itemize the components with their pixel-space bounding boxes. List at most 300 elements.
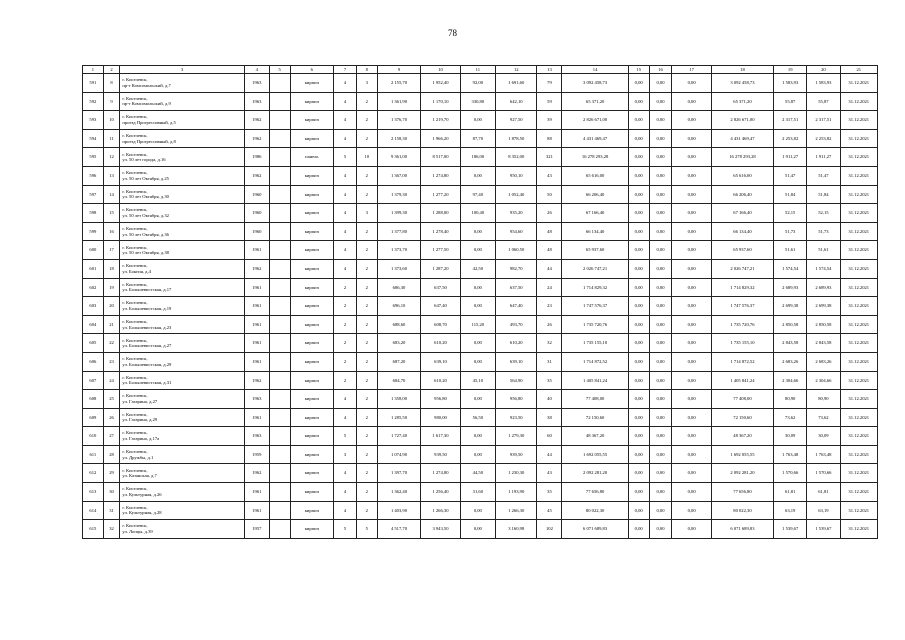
cost-col15: 0,00 [628, 241, 649, 260]
entrances-count: 2 [356, 501, 377, 520]
cost-limit: 2 699,38 [807, 297, 840, 316]
total-area: 1 367,00 [377, 166, 421, 185]
private-area: 950,10 [495, 166, 537, 185]
private-area: 493,70 [495, 315, 537, 334]
row-number: 613 [83, 483, 104, 502]
cost-total: 1 735 720,76 [562, 315, 628, 334]
address-cell [120, 185, 245, 204]
cost-col15: 0,00 [628, 259, 649, 278]
address-city: г. Киселевск, [122, 374, 148, 380]
sub-number: 28 [103, 445, 120, 464]
cost-total: 72 150,60 [562, 408, 628, 427]
entrances-count: 2 [356, 241, 377, 260]
cost-col15: 0,00 [628, 222, 649, 241]
entrances-count: 2 [356, 352, 377, 371]
nonliving-area: 42,50 [460, 259, 495, 278]
year-built: 1962 [244, 464, 269, 483]
cost-per-sqm: 1 574,54 [774, 259, 807, 278]
cost-col15: 0,00 [628, 185, 649, 204]
sub-number: 24 [103, 371, 120, 390]
cost-limit: 52,15 [807, 204, 840, 223]
entrances-count: 2 [356, 166, 377, 185]
total-area: 696,10 [377, 297, 421, 316]
year-built: 1961 [244, 501, 269, 520]
entrances-count: 2 [356, 371, 377, 390]
cost-col16: 0,00 [649, 427, 672, 446]
cost-total: 66 134,40 [562, 222, 628, 241]
row-number: 592 [83, 92, 104, 111]
address-cell [120, 148, 245, 167]
total-area: 1 376,70 [377, 111, 421, 130]
row-number: 615 [83, 520, 104, 539]
cost-col17: 0,00 [672, 501, 711, 520]
address-street: ул. Большевистская, д.27 [122, 343, 172, 349]
living-area: 1 256,40 [421, 483, 460, 502]
address-cell [120, 501, 245, 520]
year-built: 1961 [244, 408, 269, 427]
cost-total: 3 092 458,73 [562, 74, 628, 93]
address-cell [120, 241, 245, 260]
cost-col16: 0,00 [649, 74, 672, 93]
row-number: 599 [83, 222, 104, 241]
cost-per-sqm: 1 911,27 [774, 148, 807, 167]
cost-limit: 51,73 [807, 222, 840, 241]
floors-count: 2 [334, 278, 357, 297]
cost-limit: 30,09 [807, 427, 840, 446]
residents-count: 48 [537, 241, 562, 260]
private-area: 939,50 [495, 445, 537, 464]
address-city: г. Киселевск, [122, 77, 148, 83]
row-number: 593 [83, 111, 104, 130]
address-street: пр-т Комсомольский, д.7 [122, 82, 171, 88]
column-header: 8 [356, 66, 377, 74]
cost-col18: 4 431 469,47 [711, 129, 773, 148]
total-area: 1 361,90 [377, 92, 421, 111]
living-area: 1 266,30 [421, 501, 460, 520]
row-number: 614 [83, 501, 104, 520]
cost-col16: 0,00 [649, 352, 672, 371]
wall-material: кирпич [290, 129, 334, 148]
cost-col17: 0,00 [672, 315, 711, 334]
cost-col16: 0,00 [649, 278, 672, 297]
deadline-date: 31.12.2021 [840, 241, 878, 260]
table-row [83, 352, 878, 371]
floors-count: 4 [334, 222, 357, 241]
cost-total: 67 166,40 [562, 204, 628, 223]
nonliving-area: 0,00 [460, 222, 495, 241]
sub-number: 10 [103, 111, 120, 130]
cost-total: 2 826 671,00 [562, 111, 628, 130]
wall-material: кирпич [290, 166, 334, 185]
year-built: 1960 [244, 222, 269, 241]
row-number: 607 [83, 371, 104, 390]
residents-count: 43 [537, 464, 562, 483]
deadline-date: 31.12.2021 [840, 445, 878, 464]
residents-count: 60 [537, 427, 562, 446]
deadline-date: 31.12.2021 [840, 204, 878, 223]
wall-material: кирпич [290, 501, 334, 520]
address-street: проезд Прогрессивный, д.5 [122, 119, 176, 125]
address-street: ул. 50 лет города, д.16 [122, 157, 166, 163]
col5-cell [269, 464, 290, 483]
wall-material: кирпич [290, 445, 334, 464]
floors-count: 2 [334, 297, 357, 316]
year-built: 1960 [244, 185, 269, 204]
living-area: 1 966,20 [421, 129, 460, 148]
wall-material: кирпич [290, 408, 334, 427]
floors-count: 4 [334, 204, 357, 223]
address-city: г. Киселевск, [122, 95, 148, 101]
cost-col16: 0,00 [649, 222, 672, 241]
cost-col17: 0,00 [672, 74, 711, 93]
cost-per-sqm: 80,90 [774, 390, 807, 409]
residents-count: 23 [537, 297, 562, 316]
entrances-count: 2 [356, 129, 377, 148]
total-area: 688,60 [377, 315, 421, 334]
table-row [83, 334, 878, 353]
cost-total: 2 092 281,20 [562, 464, 628, 483]
cost-col18: 65 616,00 [711, 166, 773, 185]
year-built: 1957 [244, 520, 269, 539]
sub-number: 29 [103, 464, 120, 483]
cost-col17: 0,00 [672, 148, 711, 167]
cost-per-sqm: 2 850,58 [774, 315, 807, 334]
cost-col15: 0,00 [628, 520, 649, 539]
column-header: 14 [562, 66, 628, 74]
address-street: ул. 50 лет Октября, д.38 [122, 250, 169, 256]
cost-col17: 0,00 [672, 371, 711, 390]
table-row [83, 111, 878, 130]
cost-col18: 6 071 689,83 [711, 520, 773, 539]
row-number: 612 [83, 464, 104, 483]
cost-col15: 0,00 [628, 352, 649, 371]
col5-cell [269, 334, 290, 353]
col5-cell [269, 315, 290, 334]
cost-col17: 0,00 [672, 166, 711, 185]
cost-col17: 0,00 [672, 297, 711, 316]
cost-col18: 1 747 576,37 [711, 297, 773, 316]
address-street: ул. Большевистская, д.29 [122, 361, 172, 367]
cost-col17: 0,00 [672, 129, 711, 148]
residents-count: 88 [537, 129, 562, 148]
table-row [83, 464, 878, 483]
floors-count: 4 [334, 74, 357, 93]
cost-total: 4 431 469,47 [562, 129, 628, 148]
cost-col15: 0,00 [628, 148, 649, 167]
address-street: ул. Дружбы, д.1 [122, 454, 154, 460]
nonliving-area: 45,10 [460, 371, 495, 390]
address-cell [120, 408, 245, 427]
cost-col18: 77 656,80 [711, 483, 773, 502]
year-built: 1963 [244, 74, 269, 93]
cost-col16: 0,00 [649, 464, 672, 483]
nonliving-area: 0,00 [460, 427, 495, 446]
cost-per-sqm: 1 583,93 [774, 74, 807, 93]
table-row [83, 241, 878, 260]
cost-total: 77 408,00 [562, 390, 628, 409]
deadline-date: 31.12.2021 [840, 464, 878, 483]
address-city: г. Киселевск, [122, 188, 148, 194]
sub-number: 18 [103, 259, 120, 278]
total-area: 1 403,90 [377, 501, 421, 520]
column-header: 7 [334, 66, 357, 74]
cost-col15: 0,00 [628, 390, 649, 409]
table-row [83, 166, 878, 185]
address-city: г. Киселевск, [122, 449, 148, 455]
entrances-count: 2 [356, 278, 377, 297]
table-row [83, 408, 878, 427]
living-area: 1 287,20 [421, 259, 460, 278]
cost-col16: 0,00 [649, 334, 672, 353]
address-street: ул. Гагарина, д.29 [122, 417, 158, 423]
year-built: 1961 [244, 483, 269, 502]
floors-count: 4 [334, 129, 357, 148]
address-cell [120, 427, 245, 446]
deadline-date: 31.12.2021 [840, 259, 878, 278]
address-city: г. Киселевск, [122, 263, 148, 269]
living-area: 647,40 [421, 297, 460, 316]
cost-col18: 1 692 055,55 [711, 445, 773, 464]
nonliving-area: 56,50 [460, 408, 495, 427]
nonliving-area: 115,20 [460, 315, 495, 334]
cost-col18: 2 026 747,21 [711, 259, 773, 278]
cost-limit: 2 843,58 [807, 334, 840, 353]
address-street: пр-т Комсомольский, д.9 [122, 101, 171, 107]
total-area: 1 358,00 [377, 390, 421, 409]
living-area: 1 274,80 [421, 464, 460, 483]
floors-count: 2 [334, 352, 357, 371]
living-area: 3 943,50 [421, 520, 460, 539]
address-street: ул. 50 лет Октября, д.32 [122, 212, 169, 218]
residents-count: 24 [537, 278, 562, 297]
cost-col18: 2 826 671,00 [711, 111, 773, 130]
nonliving-area: 31,60 [460, 483, 495, 502]
living-area: 610,20 [421, 371, 460, 390]
year-built: 1959 [244, 445, 269, 464]
year-built: 1961 [244, 315, 269, 334]
entrances-count: 2 [356, 464, 377, 483]
row-number: 603 [83, 297, 104, 316]
address-cell [120, 297, 245, 316]
table-row [83, 390, 878, 409]
cost-limit: 1 763,48 [807, 445, 840, 464]
cost-limit: 2 304,66 [807, 371, 840, 390]
cost-per-sqm: 73,62 [774, 408, 807, 427]
deadline-date: 31.12.2021 [840, 483, 878, 502]
address-street: ул. Культурная, д.28 [122, 510, 162, 516]
cost-col18: 66 206,40 [711, 185, 773, 204]
address-city: г. Киселевск, [122, 132, 148, 138]
total-area: 687,20 [377, 352, 421, 371]
cost-col15: 0,00 [628, 129, 649, 148]
column-header: 20 [807, 66, 840, 74]
cost-col16: 0,00 [649, 259, 672, 278]
cost-col16: 0,00 [649, 241, 672, 260]
cost-col16: 0,00 [649, 501, 672, 520]
cost-total: 1 692 055,55 [562, 445, 628, 464]
entrances-count: 2 [356, 390, 377, 409]
column-header: 18 [711, 66, 773, 74]
cost-col15: 0,00 [628, 74, 649, 93]
sub-number: 16 [103, 222, 120, 241]
floors-count: 2 [334, 334, 357, 353]
table-row [83, 520, 878, 539]
living-area: 980,00 [421, 408, 460, 427]
wall-material: кирпич [290, 74, 334, 93]
cost-col15: 0,00 [628, 334, 649, 353]
year-built: 1962 [244, 166, 269, 185]
sub-number: 19 [103, 278, 120, 297]
address-street: ул. Культурная, д.26 [122, 491, 162, 497]
nonliving-area: 0,00 [460, 111, 495, 130]
table-row [83, 278, 878, 297]
address-city: г. Киселевск, [122, 504, 148, 510]
nonliving-area: 92,00 [460, 74, 495, 93]
cost-per-sqm: 2 253,82 [774, 129, 807, 148]
deadline-date: 31.12.2021 [840, 501, 878, 520]
living-area: 8 517,00 [421, 148, 460, 167]
private-area: 1 878,50 [495, 129, 537, 148]
row-number: 600 [83, 241, 104, 260]
private-area: 1 230,30 [495, 464, 537, 483]
year-built: 1963 [244, 427, 269, 446]
table-row [83, 148, 878, 167]
nonliving-area: 330,80 [460, 92, 495, 111]
column-header: 17 [672, 66, 711, 74]
residents-count: 44 [537, 259, 562, 278]
row-number: 609 [83, 408, 104, 427]
entrances-count: 2 [356, 297, 377, 316]
year-built: 1963 [244, 92, 269, 111]
cost-col17: 0,00 [672, 111, 711, 130]
living-area: 939,50 [421, 445, 460, 464]
cost-per-sqm: 1 763,48 [774, 445, 807, 464]
sub-number: 15 [103, 204, 120, 223]
row-number: 604 [83, 315, 104, 334]
wall-material: кирпич [290, 427, 334, 446]
cost-col15: 0,00 [628, 111, 649, 130]
total-area: 1 399,30 [377, 204, 421, 223]
residents-count: 79 [537, 74, 562, 93]
floors-count: 4 [334, 166, 357, 185]
col5-cell [269, 520, 290, 539]
cost-total: 1 714 872,52 [562, 352, 628, 371]
cost-per-sqm: 51,47 [774, 166, 807, 185]
sub-number: 8 [103, 74, 120, 93]
year-built: 1960 [244, 204, 269, 223]
row-number: 611 [83, 445, 104, 464]
cost-col15: 0,00 [628, 408, 649, 427]
entrances-count: 2 [356, 259, 377, 278]
nonliving-area: 44,50 [460, 464, 495, 483]
cost-col15: 0,00 [628, 371, 649, 390]
cost-col17: 0,00 [672, 334, 711, 353]
nonliving-area: 0,00 [460, 334, 495, 353]
cost-col18: 2 092 281,20 [711, 464, 773, 483]
cost-col16: 0,00 [649, 390, 672, 409]
private-area: 935,20 [495, 204, 537, 223]
deadline-date: 31.12.2021 [840, 129, 878, 148]
row-number: 606 [83, 352, 104, 371]
col5-cell [269, 352, 290, 371]
floors-count: 4 [334, 464, 357, 483]
cost-col17: 0,00 [672, 390, 711, 409]
row-number: 597 [83, 185, 104, 204]
address-street: ул. 50 лет Октября, д.25 [122, 175, 169, 181]
cost-total: 65 937,60 [562, 241, 628, 260]
sub-number: 11 [103, 129, 120, 148]
address-street: ул. Большевистская, д.23 [122, 324, 172, 330]
address-cell [120, 166, 245, 185]
wall-material: кирпич [290, 371, 334, 390]
total-area: 686,30 [377, 278, 421, 297]
cost-total: 2 026 747,21 [562, 259, 628, 278]
address-cell [120, 204, 245, 223]
nonliving-area: 97,40 [460, 185, 495, 204]
residents-count: 48 [537, 222, 562, 241]
address-city: г. Киселевск, [122, 393, 148, 399]
sub-number: 22 [103, 334, 120, 353]
wall-material: кирпич [290, 315, 334, 334]
sub-number: 14 [103, 185, 120, 204]
cost-col15: 0,00 [628, 204, 649, 223]
cost-col18: 66 134,40 [711, 222, 773, 241]
residents-count: 26 [537, 204, 562, 223]
residents-count: 40 [537, 390, 562, 409]
cost-col16: 0,00 [649, 148, 672, 167]
residents-count: 321 [537, 148, 562, 167]
col5-cell [269, 445, 290, 464]
cost-limit: 51,84 [807, 185, 840, 204]
cost-col18: 1 735 720,76 [711, 315, 773, 334]
cost-per-sqm: 2 317,51 [774, 111, 807, 130]
deadline-date: 31.12.2021 [840, 185, 878, 204]
total-area: 1 373,60 [377, 259, 421, 278]
col5-cell [269, 371, 290, 390]
address-cell [120, 129, 245, 148]
cost-col16: 0,00 [649, 185, 672, 204]
row-number: 605 [83, 334, 104, 353]
table-row [83, 427, 878, 446]
cost-col16: 0,00 [649, 166, 672, 185]
nonliving-area: 0,00 [460, 278, 495, 297]
cost-total: 77 656,80 [562, 483, 628, 502]
entrances-count: 3 [356, 74, 377, 93]
residents-count: 50 [537, 185, 562, 204]
residents-count: 39 [537, 111, 562, 130]
cost-col17: 0,00 [672, 427, 711, 446]
wall-material: кирпич [290, 352, 334, 371]
total-area: 1 379,30 [377, 185, 421, 204]
living-area: 1 617,30 [421, 427, 460, 446]
entrances-count: 2 [356, 92, 377, 111]
private-area: 927,50 [495, 111, 537, 130]
living-area: 1 219,70 [421, 111, 460, 130]
cost-per-sqm: 2 843,58 [774, 334, 807, 353]
wall-material: кирпич [290, 92, 334, 111]
address-cell [120, 278, 245, 297]
address-city: г. Киселевск, [122, 430, 148, 436]
table-row [83, 92, 878, 111]
wall-material: кирпич [290, 483, 334, 502]
sub-number: 13 [103, 166, 120, 185]
cost-limit: 1 574,54 [807, 259, 840, 278]
wall-material: кирпич [290, 464, 334, 483]
cost-limit: 2 253,82 [807, 129, 840, 148]
cost-limit: 1 911,27 [807, 148, 840, 167]
cost-total: 1 747 576,37 [562, 297, 628, 316]
cost-col18: 1 735 155,10 [711, 334, 773, 353]
